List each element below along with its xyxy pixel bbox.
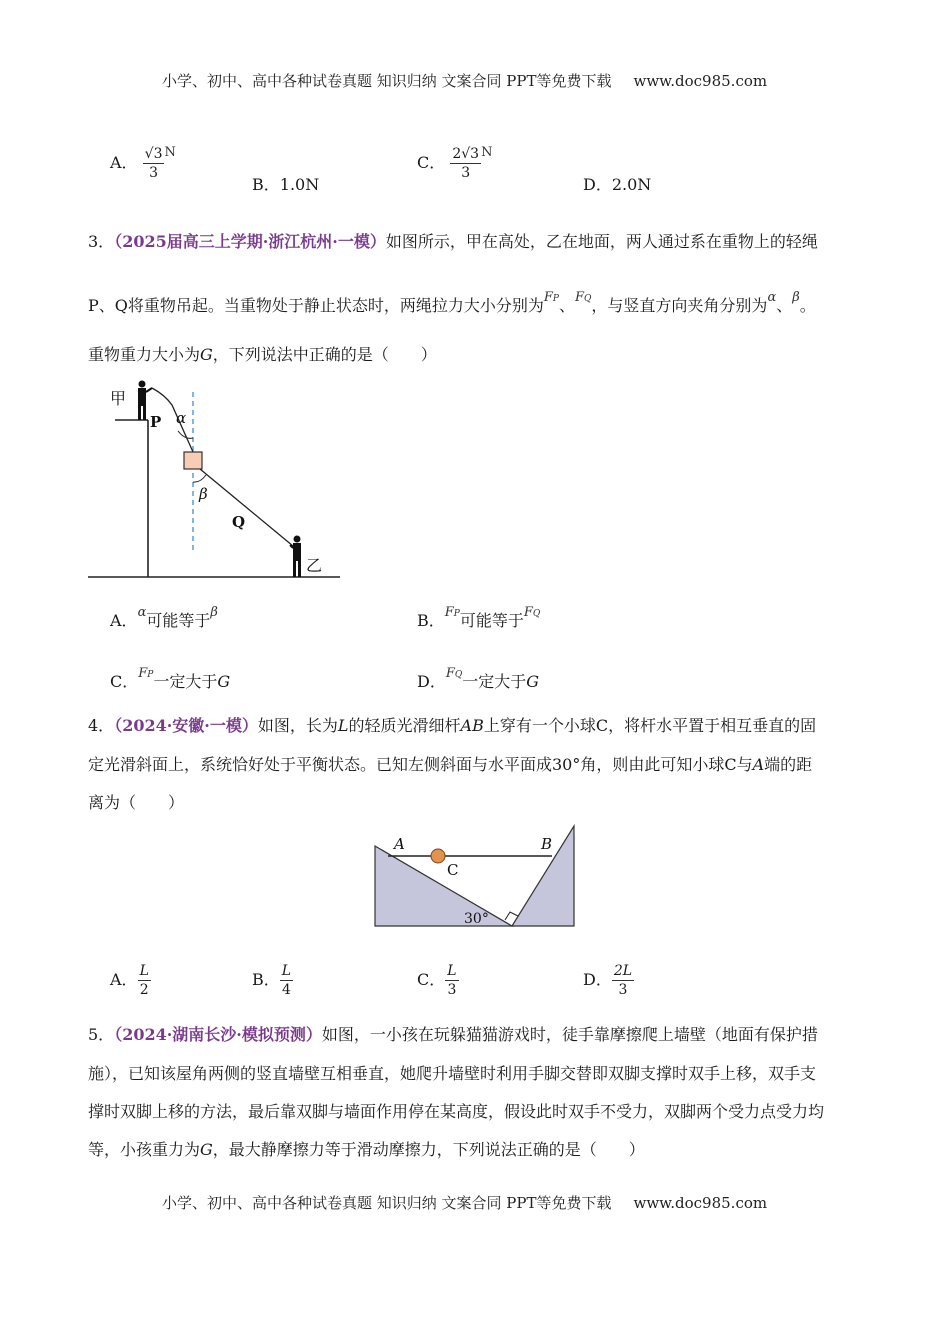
q3-line-2: P、Q将重物吊起。当重物处于静止状态时，两绳拉力大小分别为$^{FP}$、$^{FQ}$，与竖直方向夹角分别为$^\alpha$、$^\beta$。 [88, 290, 816, 315]
q4-option-c-fraction: $\frac{L}{3}$ [447, 963, 457, 998]
q4-ball-c [431, 849, 445, 863]
page-footer [162, 1192, 767, 1213]
q2-option-c-fraction: $\frac{2√3}{3}$ [452, 146, 480, 181]
footer-text: 小学、初中、高中各种试卷真题 知识归纳 文案合同 PPT等免费下载 [162, 1194, 612, 1212]
q4-option-b-fraction: $\frac{L}{4}$ [281, 963, 292, 998]
header-text: 小学、初中、高中各种试卷真题 知识归纳 文案合同 PPT等免费下载 [162, 72, 612, 90]
q3-label-p: P [150, 413, 162, 431]
q2-option-d[interactable]: D．2.0N [583, 175, 652, 194]
q4-option-a[interactable]: A． $\frac{L}{2}$ [110, 963, 149, 998]
q4-number: 4． [88, 716, 115, 735]
q4-label-b: B [541, 835, 553, 853]
q3-symbol-alpha: α [767, 290, 777, 305]
q4-option-d[interactable]: D． $\frac{2L}{3}$ [583, 963, 633, 998]
q3-label-q: Q [232, 513, 246, 531]
q2-option-a[interactable]: A． $\frac{√3}{3}$ $^N$ [110, 145, 176, 181]
q3-number: 3． [88, 232, 115, 251]
q4-option-a-fraction: $\frac{L}{2}$ [139, 963, 149, 998]
q3-label-yi: 乙 [306, 556, 323, 575]
page-header [162, 70, 767, 91]
q4-label-c: C [447, 861, 459, 879]
q3-weight-box [184, 452, 202, 469]
q4-source: （2024·安徽·一模） [114, 716, 258, 735]
q3-symbol-beta: β [792, 290, 800, 305]
q4-label-a: A [394, 835, 405, 853]
q3-rope-q [200, 469, 293, 546]
q4-line-2: 定光滑斜面上，系统恰好处于平衡状态。已知左侧斜面与水平面成30°角，则由此可知小球C与A端的距 [88, 755, 813, 774]
q3-label-alpha: α [176, 409, 187, 427]
q5-source: （2024·湖南长沙·模拟预测） [114, 1025, 322, 1044]
q3-option-d[interactable]: D．$^{FQ}$一定大于G [417, 666, 540, 691]
q4-option-b[interactable]: B． $\frac{L}{4}$ [252, 963, 292, 998]
q4-option-c[interactable]: C． $\frac{L}{3}$ [417, 963, 457, 998]
q5-line-3: 撑时双脚上移的方法，最后靠双脚与墙面作用停在某高度，假设此时双手不受力，双脚两个受力点受力均 [88, 1102, 825, 1121]
q3-label-jia: 甲 [110, 389, 127, 408]
q3-figure [80, 370, 350, 585]
q3-source: （2025届高三上学期·浙江杭州·一模） [114, 232, 386, 251]
q2-option-a-fraction: $\frac{√3}{3}$ [144, 146, 163, 181]
q3-beta-arc [193, 475, 206, 482]
q3-option-a[interactable]: A．$^\alpha$可能等于$^\beta$ [110, 605, 218, 630]
q2-option-c[interactable]: C． $\frac{2√3}{3}$ $^N$ [417, 145, 493, 181]
q3-option-b[interactable]: B．$^{FP}$可能等于$^{FQ}$ [417, 605, 541, 630]
footer-url: www.doc985.com [633, 1194, 768, 1212]
q4-line-3: 离为（ ） [88, 793, 185, 812]
q5-line-4: 等，小孩重力为G，最大静摩擦力等于滑动摩擦力，下列说法正确的是（ ） [88, 1140, 645, 1159]
q4-label-angle: 30° [464, 911, 489, 927]
q4-line-1: 4．（2024·安徽·一模）如图，长为L的轻质光滑细杆AB上穿有一个小球C，将杆水平置于相互垂直的固 [88, 716, 817, 735]
q5-line-1: 5．（2024·湖南长沙·模拟预测）如图，一小孩在玩躲猫猫游戏时，徒手靠摩擦爬上墙壁（地面有保护措 [88, 1025, 818, 1044]
q2-option-b[interactable]: B．1.0N [252, 175, 320, 194]
q3-symbol-fp: FP [543, 290, 559, 305]
q4-figure [370, 822, 580, 930]
q3-symbol-fq: FQ [575, 290, 592, 305]
q3-label-beta: β [199, 485, 208, 503]
q3-line-3: 重物重力大小为G，下列说法中正确的是（ ） [88, 345, 437, 364]
q5-line-2: 施），已知该屋角两侧的竖直墙壁互相垂直，她爬升墙壁时利用手脚交替即双脚支撑时双手上移，双手支 [88, 1064, 817, 1083]
header-url: www.doc985.com [633, 72, 768, 90]
q3-option-c[interactable]: C．$^{FP}$一定大于G [110, 666, 231, 691]
q3-line-1: 3．（2025届高三上学期·浙江杭州·一模）如图所示，甲在高处，乙在地面，两人通过系在重物上的轻绳 [88, 232, 818, 251]
q4-option-d-fraction: $\frac{2L}{3}$ [613, 963, 633, 998]
q3-person-yi [290, 536, 301, 578]
q5-number: 5． [88, 1025, 115, 1044]
